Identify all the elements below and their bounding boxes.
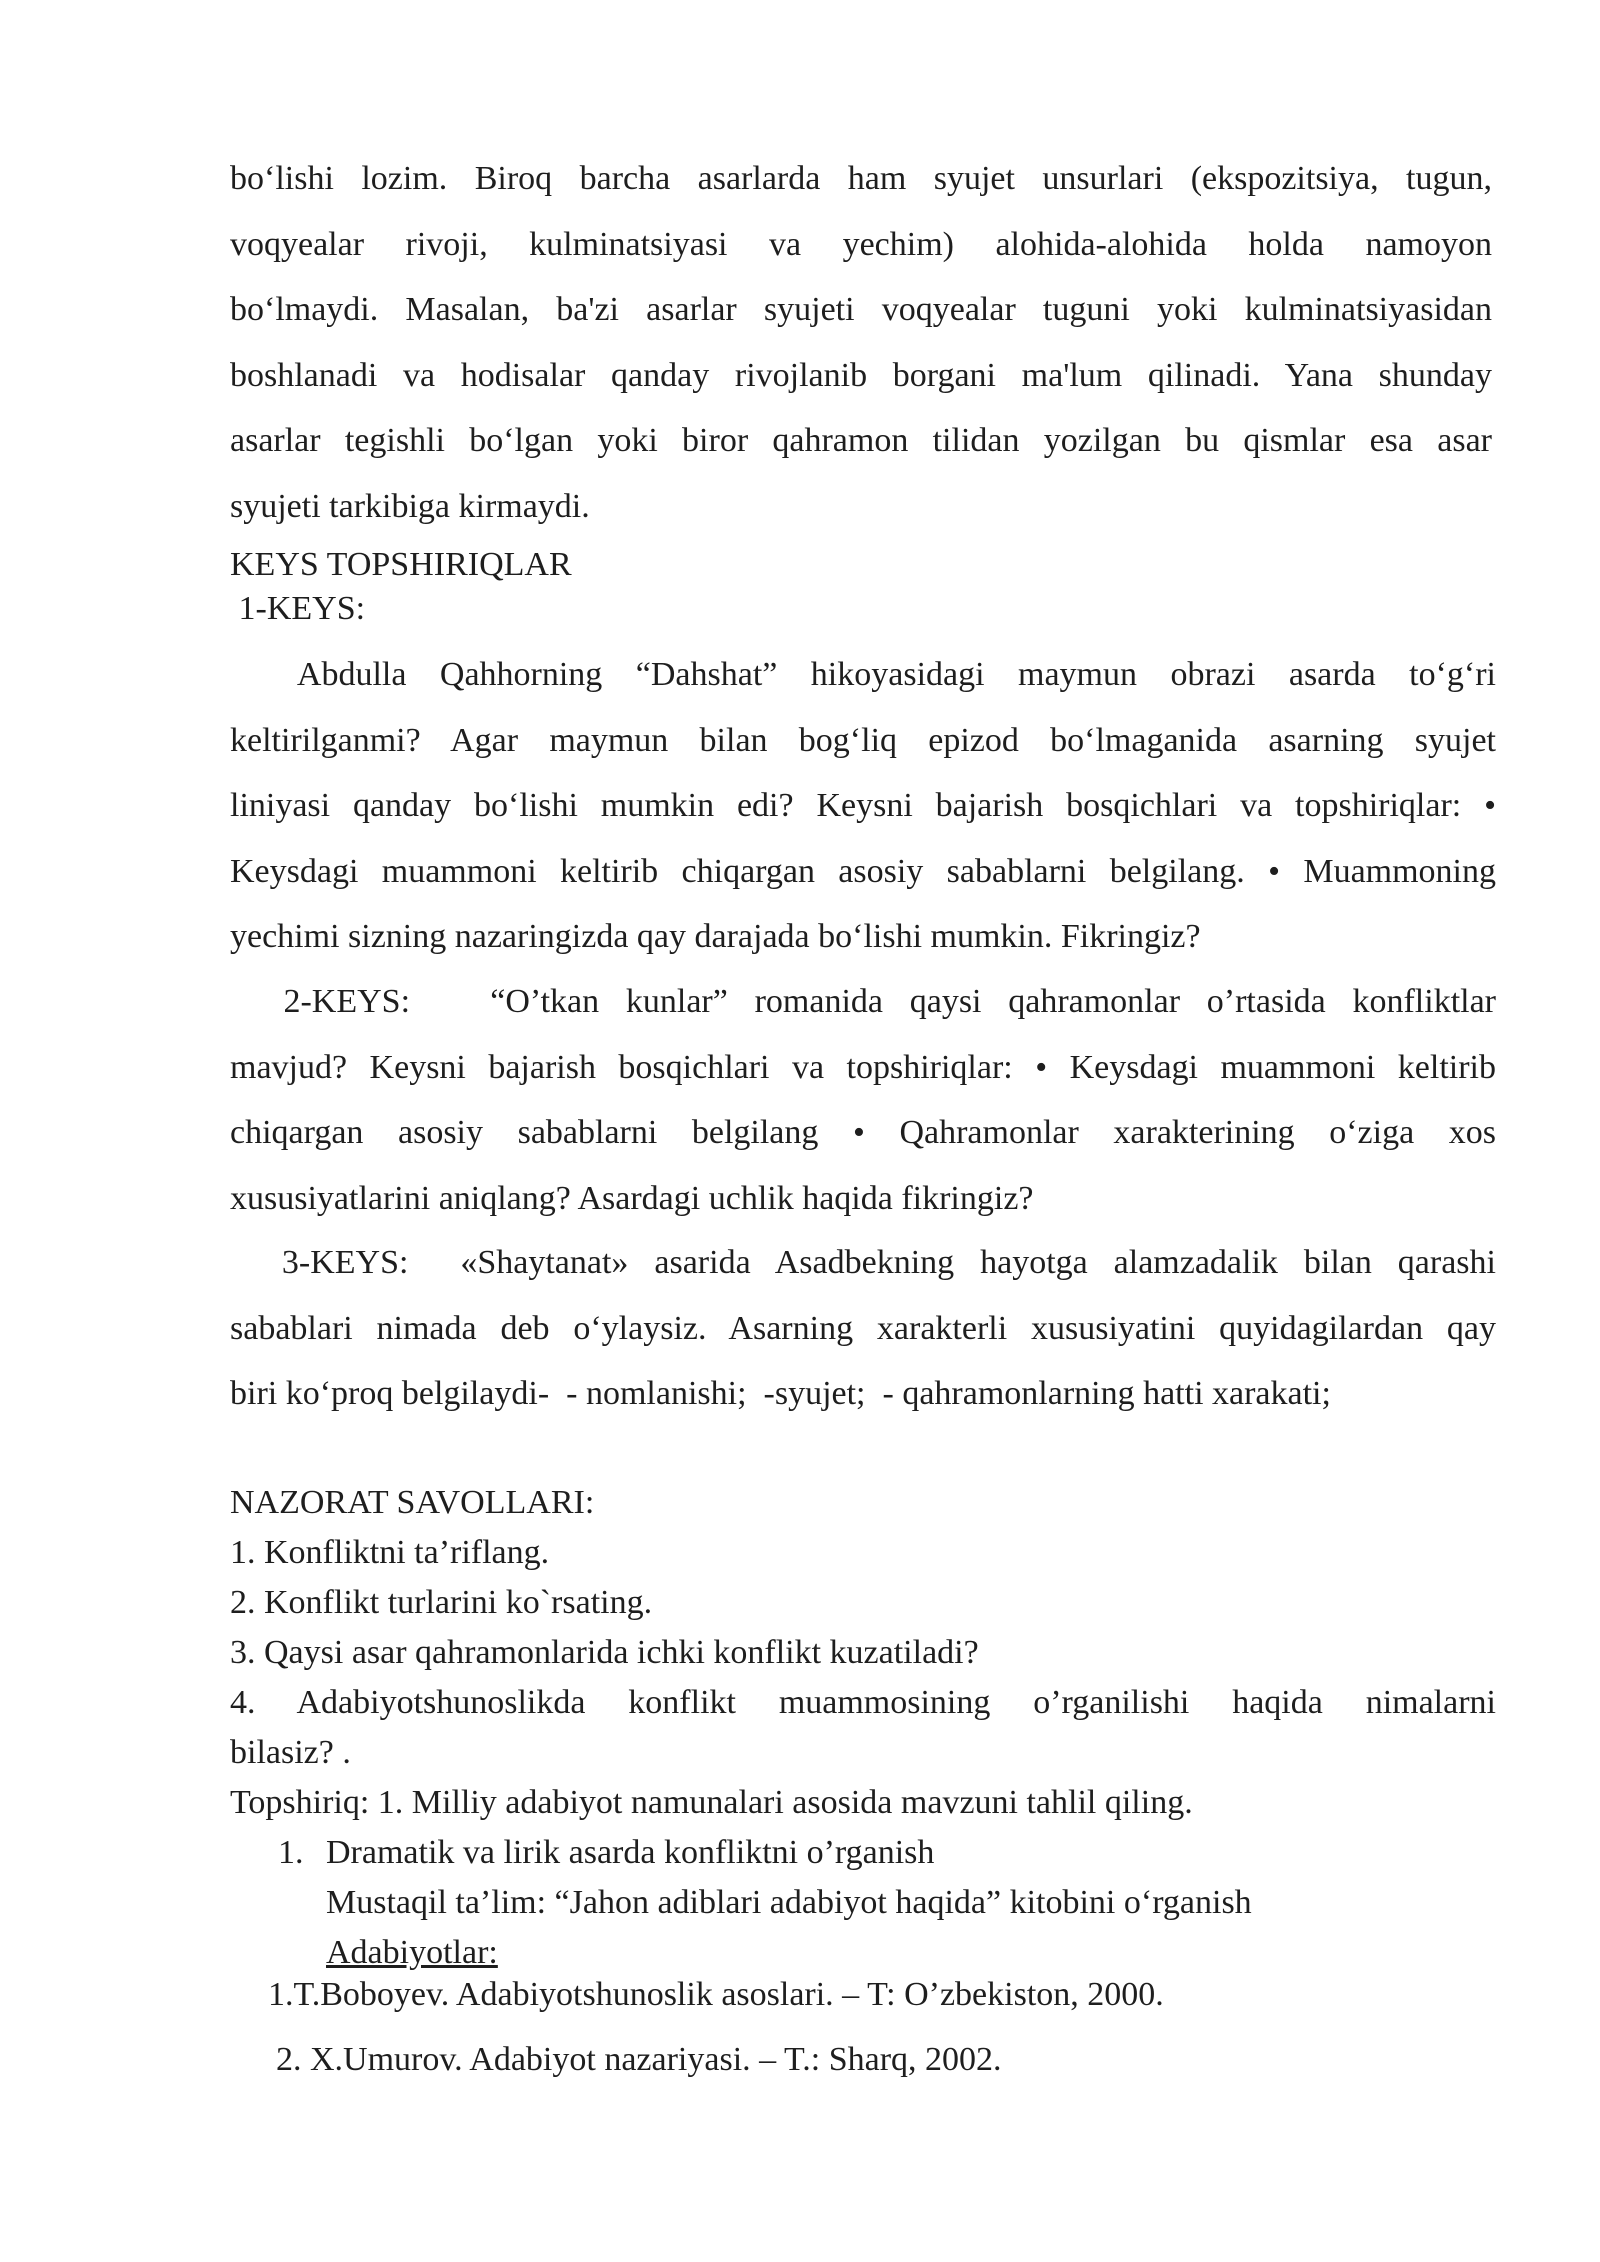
nazorat-item: 1. Konfliktni ta’riflang. — [230, 1534, 550, 1571]
reference-item: 2. X.Umurov. Adabiyot nazariyasi. – T.: Sharq, 2002. — [276, 2041, 1002, 2078]
keys2-paragraph — [230, 969, 1496, 1231]
text-line: sabablari nimada deb o‘ylaysiz. Asarning xarakterli xususiyatini quyidagilardan qay — [230, 1309, 1496, 1347]
text-line: bo‘lmaydi. Masalan, ba'zi asarlar syujeti voqyealar tuguni yoki kulminatsiyasidan — [230, 291, 1492, 328]
references — [268, 1967, 1468, 2097]
text-line: mavjud? Keysni bajarish bosqichlari va topshiriqlar: • Keysdagi muammoni keltirib — [230, 1048, 1496, 1086]
text-line: 2-KEYS: “O’tkan kunlar” romanida qaysi qahramonlar o’rtasida konfliktlar — [230, 983, 1496, 1020]
nazorat-item: bilasiz? . — [230, 1734, 351, 1771]
nazorat-heading: NAZORAT SAVOLLARI: — [230, 1484, 595, 1521]
text-line: voqyealar rivoji, kulminatsiyasi va yechim) alohida-alohida holda namoyon — [230, 225, 1492, 263]
nazorat-item: 4. Adabiyotshunoslikda konflikt muammosining o’rganilishi haqida nimalarni — [230, 1684, 1496, 1721]
text-line: liniyasi qanday bo‘lishi mumkin edi? Keysni bajarish bosqichlari va topshiriqlar: • — [230, 787, 1496, 824]
keys1-label: 1-KEYS: — [230, 590, 366, 627]
nazorat-section — [230, 1478, 1496, 1828]
keys-heading: KEYS TOPSHIRIQLAR — [230, 546, 572, 583]
topshiriq-line: Topshiriq: 1. Milliy adabiyot namunalari asosida mavzuni tahlil qiling. — [230, 1784, 1193, 1821]
sublist-item: Dramatik va lirik asarda konfliktni o’rganish — [326, 1834, 935, 1871]
keys3-paragraph — [230, 1230, 1496, 1427]
text-line: xususiyatlarini aniqlang? Asardagi uchlik haqida fikringiz? — [230, 1179, 1034, 1217]
text-line: Keysdagi muammoni keltirib chiqargan asosiy sabablarni belgilang. • Muammoning — [230, 852, 1496, 890]
sublist — [278, 1828, 1478, 1978]
text-line: biri ko‘proq belgilaydi- - nomlanishi; -syujet; - qahramonlarning hatti xarakati; — [230, 1375, 1331, 1412]
nazorat-item: 3. Qaysi asar qahramonlarida ichki konflikt kuzatiladi? — [230, 1634, 979, 1671]
text-line: boshlanadi va hodisalar qanday rivojlanib borgani ma'lum qilinadi. Yana shunday — [230, 356, 1492, 394]
text-line: keltirilganmi? Agar maymun bilan bog‘liq epizod bo‘lmaganida asarning syujet — [230, 721, 1496, 759]
mustaqil-line: Mustaqil ta’lim: “Jahon adiblari adabiyot haqida” kitobini o‘rganish — [326, 1884, 1252, 1921]
text-line: Abdulla Qahhorning “Dahshat” hikoyasidagi maymun obrazi asarda to‘g‘ri — [230, 656, 1496, 693]
text-line: 3-KEYS: «Shaytanat» asarida Asadbekning hayotga alamzadalik bilan qarashi — [230, 1244, 1496, 1281]
text-line: asarlar tegishli bo‘lgan yoki biror qahramon tilidan yozilgan bu qismlar esa asar — [230, 422, 1492, 459]
text-line: bo‘lishi lozim. Biroq barcha asarlarda ham syujet unsurlari (ekspozitsiya, tugun, — [230, 160, 1492, 197]
text-line: chiqargan asosiy sabablarni belgilang • Qahramonlar xarakterining o‘ziga xos — [230, 1114, 1496, 1151]
text-line: yechimi sizning nazaringizda qay darajada bo‘lishi mumkin. Fikringiz? — [230, 918, 1201, 955]
text-line: syujeti tarkibiga kirmaydi. — [230, 487, 590, 525]
keys1-paragraph — [230, 642, 1496, 970]
reference-item: 1.T.Boboyev. Adabiyotshunoslik asoslari. – T: O’zbekiston, 2000. — [268, 1976, 1164, 2013]
keys-heading-block — [230, 543, 1030, 631]
adabiyotlar-heading: Adabiyotlar: — [326, 1934, 498, 1971]
sublist-number: 1. — [278, 1834, 304, 1871]
intro-paragraph — [230, 146, 1492, 539]
nazorat-item: 2. Konflikt turlarini ko`rsating. — [230, 1584, 653, 1621]
